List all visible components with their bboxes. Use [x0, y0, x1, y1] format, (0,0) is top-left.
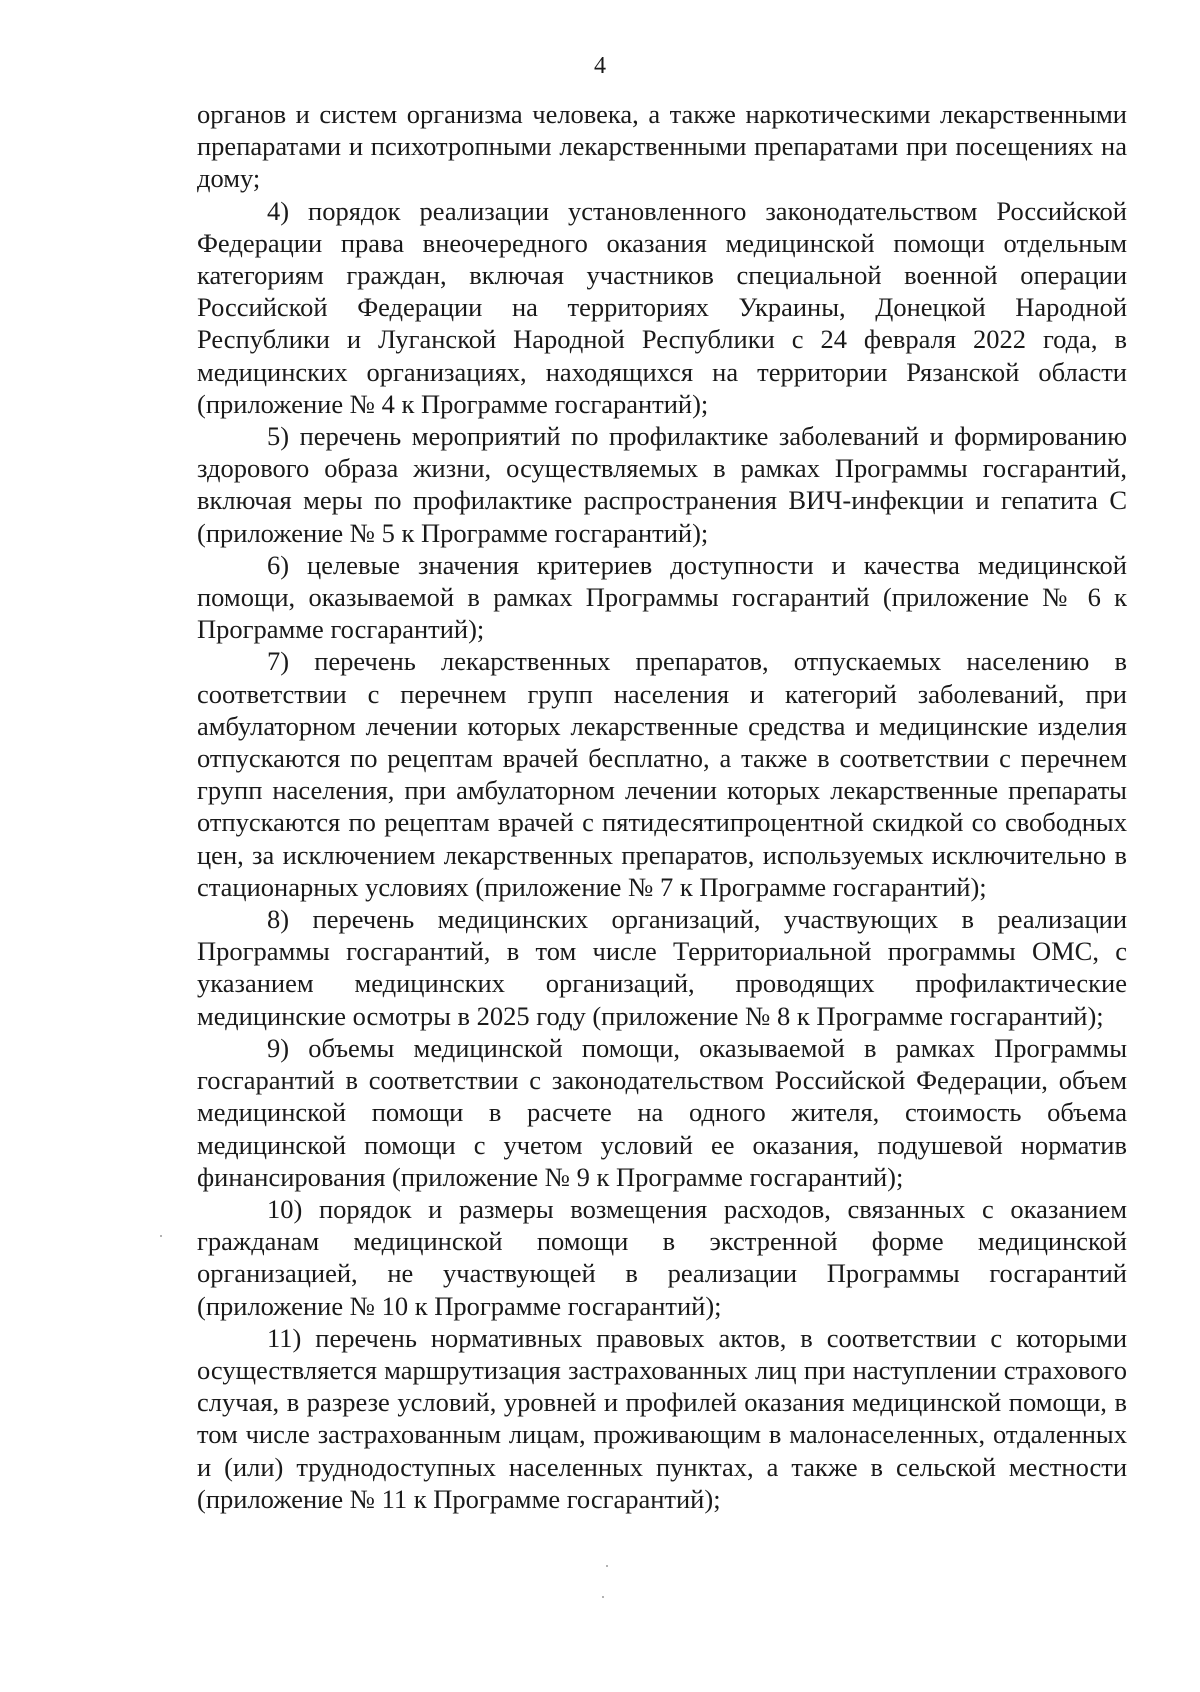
paragraph-continuation: органов и систем организма человека, а также наркотическими лекарственными препаратами и психотропными лекарственными препаратами при посещениях на дому; — [197, 99, 1127, 194]
document-body — [197, 98, 1127, 1515]
paragraph-item-7: 7) перечень лекарственных препаратов, отпускаемых населению в соответствии с перечнем групп населения и категорий заболеваний, при амбулаторном лечении которых лекарственные средства и медицинские изделия отпускаются по рецептам врачей бесплатно, а также в соответствии с перечнем групп населения, при амбулаторном лечении которых лекарственные препараты отпускаются по рецептам врачей с пятидесятипроцентной скидкой со свободных цен, за исключением лекарственных препаратов, используемых исключительно в стационарных условиях (приложение № 7 к Программе госгарантий); — [197, 646, 1127, 902]
paragraph-item-10: 10) порядок и размеры возмещения расходов, связанных с оказанием гражданам медицинской помощи в экстренной форме медицинской организацией, не участвующей в реализации Программы госгарантий (приложение № 10 к Программе госгарантий); — [197, 1193, 1127, 1321]
page-number: 4 — [594, 53, 606, 79]
paragraph-item-11: 11) перечень нормативных правовых актов, в соответствии с которыми осуществляется маршрутизация застрахованных лиц при наступлении страхового случая, в разрезе условий, уровней и профилей оказания медицинской помощи, в том числе застрахованным лицам, проживающим в малонаселенных, отдаленных и (или) труднодоступных населенных пунктах, а также в сельской местности (приложение № 11 к Программе госгарантий); — [197, 1322, 1127, 1514]
paragraph-item-6: 6) целевые значения критериев доступности и качества медицинской помощи, оказываемой в рамках Программы госгарантий (приложение № 6 к Программе госгарантий); — [197, 549, 1127, 645]
scan-speck — [606, 1565, 608, 1567]
paragraph-item-5: 5) перечень мероприятий по профилактике заболеваний и формированию здорового образа жизни, осуществляемых в рамках Программы госгарантий, включая меры по профилактике распространения ВИЧ-инфекции и гепатита С (приложение № 5 к Программе госгарантий); — [197, 421, 1127, 548]
paragraph-item-9: 9) объемы медицинской помощи, оказываемой в рамках Программы госгарантий в соответствии с законодательством Российской Федерации, объем медицинской помощи в расчете на одного жителя, стоимость объема медицинской помощи с учетом условий ее оказания, подушевой норматив финансирования (приложение № 9 к Программе госгарантий); — [197, 1032, 1127, 1192]
paragraph-item-8: 8) перечень медицинских организаций, участвующих в реализации Программы госгарантий, в том числе Территориальной программы ОМС, с указанием медицинских организаций, проводящих профилактические медицинские осмотры в 2025 году (приложение № 8 к Программе госгарантий); — [197, 904, 1127, 1031]
paragraph-item-4: 4) порядок реализации установленного законодательством Российской Федерации права внеочередного оказания медицинской помощи отдельным категориям граждан, включая участников специальной военной операции Российской Федерации на территориях Украины, Донецкой Народной Республики и Луганской Народной Республики с 24 февраля 2022 года, в медицинских организациях, находящихся на территории Рязанской области (приложение № 4 к Программе госгарантий); — [197, 195, 1127, 419]
scan-speck — [160, 1235, 162, 1237]
scan-speck — [602, 1596, 604, 1598]
